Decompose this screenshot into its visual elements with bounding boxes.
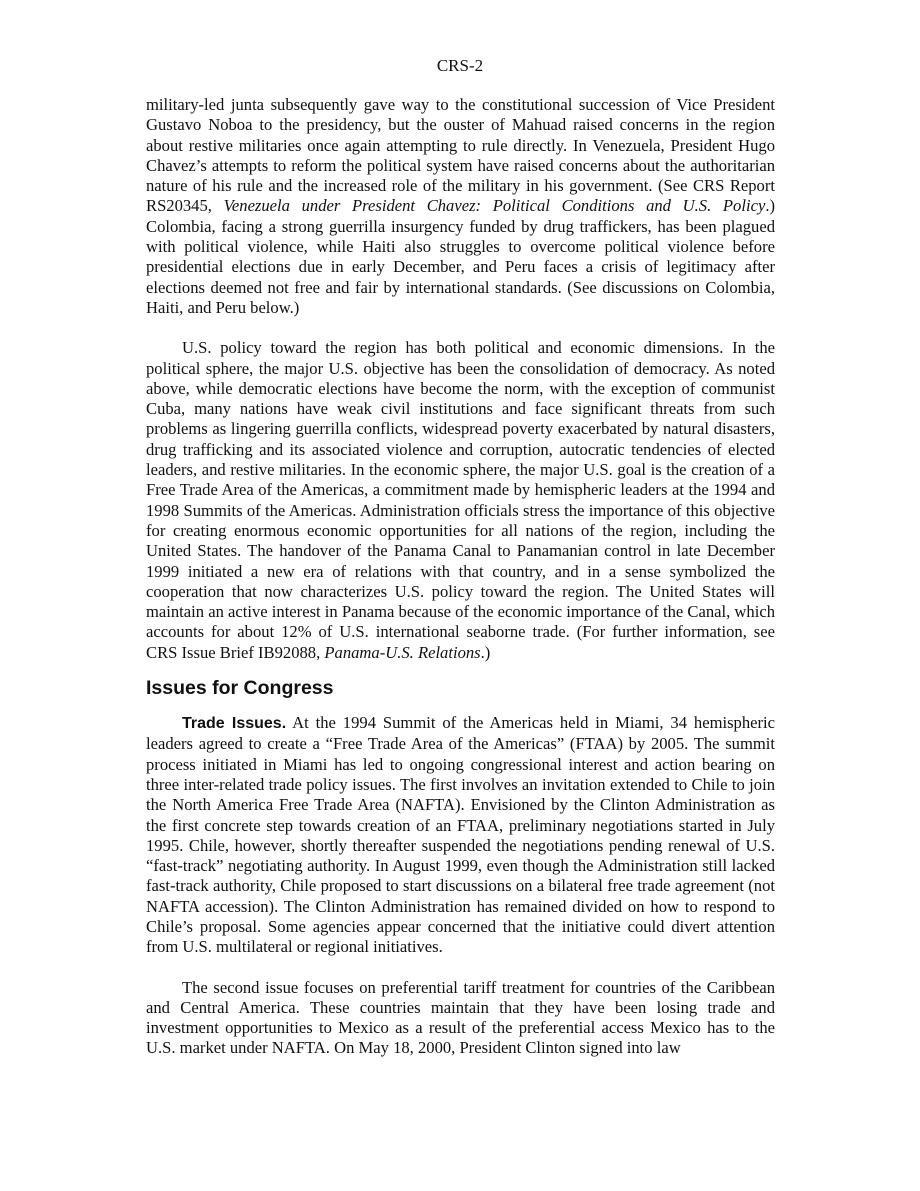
- paragraph-trade-issues: [146, 713, 775, 958]
- paragraph-preferential-tariff: [146, 978, 775, 1059]
- paragraph-text: At the 1994 Summit of the Americas held in Miami, 34 hemispheric leaders agreed to create a “Free Trade Area of the Americas” (FTAA) by 2005. The summit process initiated in Miami has led to ongoing congressional interest and action bearing on three inter-related trade policy issues. The first involves an invitation extended to Chile to join the North America Free Trade Area (NAFTA). Envisioned by the Clinton Administration as the first concrete step towards creation of an FTAA, preliminary negotiations started in July 1995. Chile, however, shortly thereafter suspended the negotiations pending renewal of U.S. “fast-track” negotiating authority. In August 1999, even though the Administration still lacked fast-track authority, Chile proposed to start discussions on a bilateral free trade agreement (not NAFTA accession). The Clinton Administration has remained divided on how to respond to Chile’s proposal. Some agencies appear concerned that the initiative could divert attention from U.S. multilateral or regional initiatives.: [146, 713, 776, 957]
- paragraph-text: The second issue focuses on preferential tariff treatment for countries of the Caribbean and Central America. These countries maintain that they have been losing trade and investment opportunities to Mexico as a result of the preferential access Mexico has to the U.S. market under NAFTA. On May 18, 2000, President Clinton signed into law: [146, 977, 775, 1058]
- page-number-header: CRS-2: [436, 56, 484, 75]
- report-title-panama: Panama-U.S. Relations: [324, 642, 481, 662]
- runin-heading-trade-issues: Trade Issues.: [182, 715, 287, 733]
- paragraph-us-policy: [146, 338, 775, 663]
- paragraph-latin-america-politics: [146, 95, 775, 318]
- paragraph-text: U.S. policy toward the region has both political and economic dimensions. In the political sphere, the major U.S. objective has been the consolidation of democracy. As noted above, while democratic elections have become the norm, with the exception of communist Cuba, many nations have weak civil institutions and face significant threats from such problems as lingering guerrilla conflicts, widespread poverty exacerbated by natural disasters, drug trafficking and its associated violence and corruption, autocratic tendencies of elected leaders, and restive militaries. In the economic sphere, the major U.S. goal is the creation of a Free Trade Area of the Americas, a commitment made by hemispheric leaders at the 1994 and 1998 Summits of the Americas. Administration officials stress the importance of this objective for creating enormous economic opportunities for all nations of the region, including the United States. The handover of the Panama Canal to Panamanian control in late December 1999 initiated a new era of relations with that country, and in a sense symbolized the cooperation that now characterizes U.S. policy toward the region. The United States will maintain an active interest in Panama because of the economic importance of the Canal, which accounts for about 12% of U.S. international seaborne trade. (For further information, see CRS Issue Brief IB92088,: [146, 338, 775, 662]
- paragraph-text: .): [480, 642, 491, 662]
- document-body: [146, 95, 775, 1059]
- paragraph-text: military-led junta subsequently gave way to the constitutional succession of Vice President Gustavo Noboa to the presidency, but the ouster of Mahuad raised concerns in the region about restive militaries once again attempting to rule directly. In Venezuela, President Hugo Chavez’s attempts to reform the political system have raised concerns about the authoritarian nature of his rule and the increased role of the military in his government. (See CRS Report RS20345,: [146, 95, 775, 216]
- report-title-venezuela: Venezuela under President Chavez: Political Conditions and U.S. Policy: [223, 196, 766, 216]
- section-heading-issues-for-congress: Issues for Congress: [146, 677, 334, 700]
- paragraph-text: .) Colombia, facing a strong guerrilla insurgency funded by drug traffickers, has been plagued with political violence, while Haiti also struggles to overcome political violence before presidential elections due in early December, and Peru faces a crisis of legitimacy after elections deemed not free and fair by international standards. (See discussions on Colombia, Haiti, and Peru below.): [146, 196, 775, 317]
